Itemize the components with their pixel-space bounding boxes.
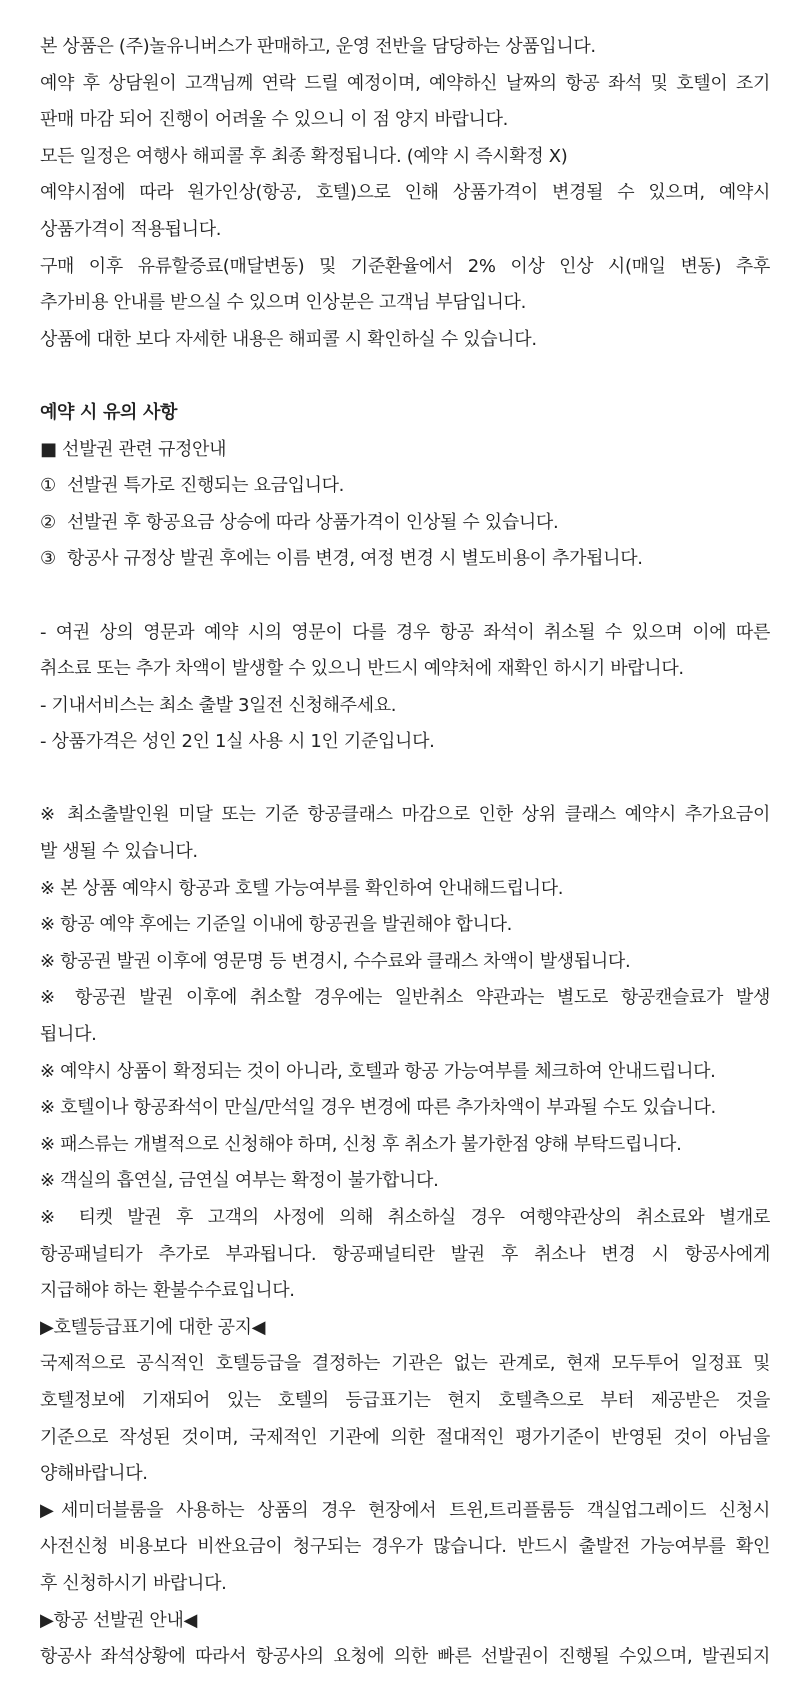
advance-rules-title: ■ 선발권 관련 규정안내 bbox=[40, 438, 227, 460]
advance-rule-text: 항공사 규정상 발권 후에는 이름 변경, 여정 변경 시 별도비용이 추가됩니다. bbox=[67, 548, 643, 570]
notice-line: ※ 본 상품 예약시 항공과 호텔 가능여부를 확인하여 안내해드립니다. bbox=[40, 877, 564, 899]
semi-double-line: ▶세미더블룸을 사용하는 상품의 경우 현장에서 트윈,트리플룸등 객실업그레이드 신청시 bbox=[40, 1499, 770, 1521]
notice-line: ※ 최소출발인원 미달 또는 기준 항공클래스 마감으로 인한 상위 클래스 예약시 추가요금이 bbox=[40, 804, 770, 826]
intro-line: 상품에 대한 보다 자세한 내용은 해피콜 시 확인하실 수 있습니다. bbox=[40, 328, 537, 350]
intro-line: 상품가격이 적용됩니다. bbox=[40, 218, 222, 240]
intro-line: 모든 일정은 여행사 해피콜 후 최종 확정됩니다. (예약 시 즉시확정 X) bbox=[40, 145, 568, 167]
spacer bbox=[40, 761, 770, 798]
hotel-grade-line: 기준으로 작성된 것이며, 국제적인 기관에 의한 절대적인 평가기준이 반영된 것이 아님을 bbox=[40, 1426, 770, 1448]
notice-line: ※ 예약시 상품이 확정되는 것이 아니라, 호텔과 항공 가능여부를 체크하여 안내드립니다. bbox=[40, 1060, 716, 1082]
notice-line: 됩니다. bbox=[40, 1024, 97, 1046]
advance-rule-item bbox=[40, 505, 770, 542]
notice-line: ※ 티켓 발권 후 고객의 사정에 의해 취소하실 경우 여행약관상의 취소료와 별개로 bbox=[40, 1207, 770, 1228]
advance-rule-text: 선발권 특가로 진행되는 요금입니다. bbox=[67, 475, 345, 497]
notice-line: ※ 패스류는 개별적으로 신청해야 하며, 신청 후 취소가 불가한점 양해 부탁드립니다. bbox=[40, 1133, 682, 1155]
advance-ticket-line: 항공사 좌석상황에 따라서 항공사의 요청에 의한 빠른 선발권이 진행될 수있으며, 발권되지 bbox=[40, 1646, 770, 1668]
advance-ticket-title: ▶항공 선발권 안내◀ bbox=[40, 1609, 197, 1631]
dash-note-line: - 여권 상의 영문과 예약 시의 영문이 다를 경우 항공 좌석이 취소될 수 있으며 이에 따른 bbox=[40, 621, 770, 643]
intro-line: 판매 마감 되어 진행이 어려울 수 있으니 이 점 양지 바랍니다. bbox=[40, 109, 508, 131]
hotel-grade-title: ▶호텔등급표기에 대한 공지◀ bbox=[40, 1316, 266, 1338]
intro-line: 예약 후 상담원이 고객님께 연락 드릴 예정이며, 예약하신 날짜의 항공 좌석 및 호텔이 조기 bbox=[40, 72, 770, 94]
caution-heading: 예약 시 유의 사항 bbox=[40, 401, 178, 423]
spacer bbox=[40, 358, 770, 395]
dash-note-line: 취소료 또는 추가 차액이 발생할 수 있으니 반드시 예약처에 재확인 하시기 바랍니다. bbox=[40, 658, 684, 680]
notice-line: ※ 호텔이나 항공좌석이 만실/만석일 경우 변경에 따른 추가차액이 부과될 수도 있습니다. bbox=[40, 1097, 716, 1119]
semi-double-line: 사전신청 비용보다 비싼요금이 청구되는 경우가 많습니다. 반드시 출발전 가능여부를 확인 bbox=[40, 1536, 770, 1558]
notice-line: 발 생될 수 있습니다. bbox=[40, 841, 198, 863]
intro-line: 추가비용 안내를 받으실 수 있으며 인상분은 고객님 부담입니다. bbox=[40, 292, 526, 314]
dash-note-line: - 상품가격은 성인 2인 1실 사용 시 1인 기준입니다. bbox=[40, 731, 435, 753]
intro-line: 구매 이후 유류할증료(매달변동) 및 기준환율에서 2% 이상 인상 시(매일 변동) 추후 bbox=[40, 255, 770, 277]
notice-line: ※ 항공 예약 후에는 기준일 이내에 항공권을 발권해야 합니다. bbox=[40, 914, 512, 936]
dash-note-line: - 기내서비스는 최소 출발 3일전 신청해주세요. bbox=[40, 694, 397, 716]
advance-rule-item bbox=[40, 468, 770, 505]
semi-double-line: 후 신청하시기 바랍니다. bbox=[40, 1572, 227, 1594]
hotel-grade-line: 양해바랍니다. bbox=[40, 1463, 148, 1485]
spacer bbox=[40, 578, 770, 615]
circled-number-two-icon: ② bbox=[40, 511, 56, 533]
advance-rule-item bbox=[40, 541, 770, 578]
hotel-grade-line: 국제적으로 공식적인 호텔등급을 결정하는 기관은 없는 관계로, 현재 모두투어 일정표 및 bbox=[40, 1353, 770, 1375]
circled-number-three-icon: ③ bbox=[40, 548, 56, 570]
notice-line: 항공패널티가 추가로 부과됩니다. 항공패널티란 발권 후 취소나 변경 시 항공사에게 bbox=[40, 1243, 770, 1265]
advance-rule-text: 선발권 후 항공요금 상승에 따라 상품가격이 인상될 수 있습니다. bbox=[67, 511, 559, 533]
intro-line: 본 상품은 (주)놀유니버스가 판매하고, 운영 전반을 담당하는 상품입니다. bbox=[40, 36, 596, 57]
notice-line: ※ 항공권 발권 이후에 영문명 등 변경시, 수수료와 클래스 차액이 발생됩니다. bbox=[40, 950, 631, 972]
intro-line: 예약시점에 따라 원가인상(항공, 호텔)으로 인해 상품가격이 변경될 수 있으며, 예약시 bbox=[40, 182, 770, 204]
notice-line: ※ 객실의 흡연실, 금연실 여부는 확정이 불가합니다. bbox=[40, 1170, 439, 1192]
circled-number-one-icon: ① bbox=[40, 475, 56, 497]
notice-line: 지급해야 하는 환불수수료입니다. bbox=[40, 1280, 295, 1302]
notice-line: ※ 항공권 발권 이후에 취소할 경우에는 일반취소 약관과는 별도로 항공캔슬료가 발생 bbox=[40, 987, 770, 1009]
hotel-grade-line: 호텔정보에 기재되어 있는 호텔의 등급표기는 현지 호텔측으로 부터 제공받은 것을 bbox=[40, 1389, 770, 1411]
